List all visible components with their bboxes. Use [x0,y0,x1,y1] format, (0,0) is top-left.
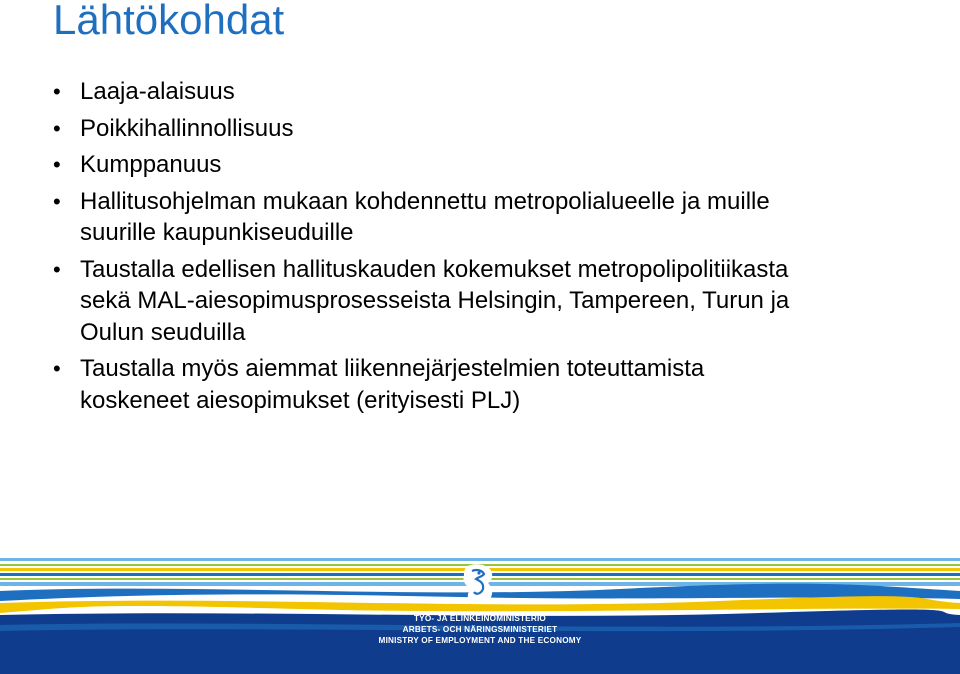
bullet-text: Kumppanuus [80,151,222,178]
ministry-logo [370,555,590,674]
bullet-item [53,113,933,145]
bullet-item [53,149,933,181]
bullet-text: Laaja-alaisuus [80,78,235,105]
slide-title: Lähtökohdat [53,0,285,43]
bullet-text: Taustalla myös aiemmat liikennejärjestelmien toteuttamista koskeneet aiesopimukset (erityisesti PLJ) [80,355,705,414]
lion-crest-icon [458,561,498,607]
bullet-text: Hallitusohjelman mukaan kohdennettu metropolialueelle ja muille suurille kaupunkiseuduille [80,187,770,246]
ministry-name-en: MINISTRY OF EMPLOYMENT AND THE ECONOMY [378,636,582,645]
bullet-item [53,353,933,416]
bullet-text: Taustalla edellisen hallituskauden kokemukset metropolipolitiikasta sekä MAL-aiesopimusprosesseista Helsingin, Tampereen, Turun ja Oulun seuduilla [80,255,790,346]
bullet-dot: • [53,188,61,214]
ministry-name-sv: ARBETS- OCH NÄRINGSMINISTERIET [402,625,558,634]
footer-band [0,555,960,674]
bullet-item [53,186,933,249]
ministry-name-fi: TYÖ- JA ELINKEINOMINISTERIÖ [413,614,546,623]
bullet-item [53,76,933,108]
bullet-dot: • [53,115,61,141]
bullet-item [53,254,933,349]
bullet-list [53,76,933,421]
bullet-dot: • [53,356,61,381]
bullet-dot: • [53,256,61,282]
bullet-dot: • [53,79,61,104]
bullet-dot: • [53,152,61,177]
bullet-text: Poikkihallinnollisuus [80,114,294,142]
